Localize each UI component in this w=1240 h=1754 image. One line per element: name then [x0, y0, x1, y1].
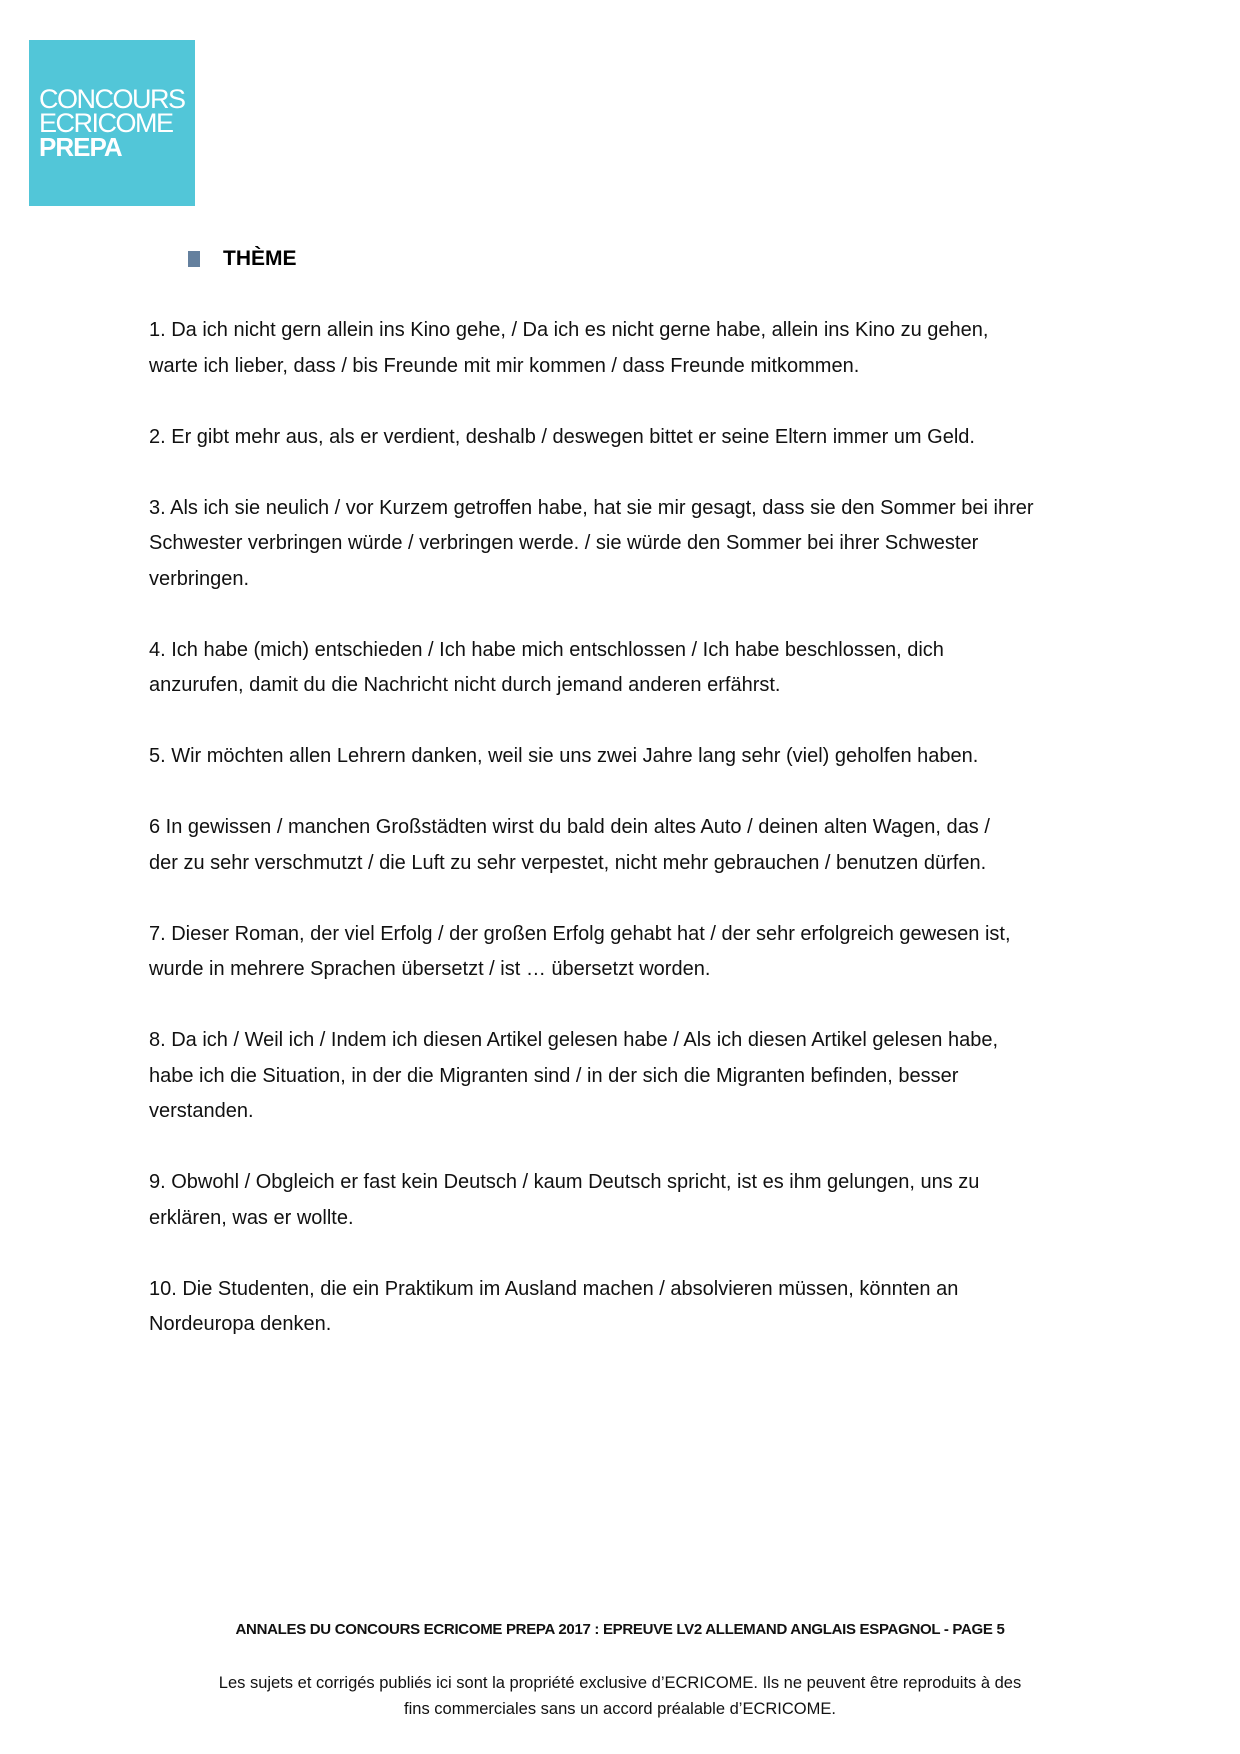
answer-paragraph	[149, 491, 1169, 598]
ecricome-logo	[29, 40, 195, 206]
answer-line: Schwester verbringen würde / verbringen werde. / sie würde den Sommer bei ihrer Schwester	[149, 532, 979, 554]
footer-title: ANNALES DU CONCOURS ECRICOME PREPA 2017 : EPREUVE LV2 ALLEMAND ANGLAIS ESPAGNOL - PAGE 5	[235, 1621, 1005, 1638]
answer-paragraph	[149, 917, 1169, 988]
answer-line: habe ich die Situation, in der die Migranten sind / in der sich die Migranten befinden, besser	[149, 1064, 959, 1087]
answer-line: 6 In gewissen / manchen Großstädten wirst du bald dein altes Auto / deinen alten Wagen, das /	[149, 816, 990, 838]
answer-line: warte ich lieber, dass / bis Freunde mit mir kommen / dass Freunde mitkommen.	[149, 354, 860, 377]
answer-line: der zu sehr verschmutzt / die Luft zu sehr verpestet, nicht mehr gebrauchen / benutzen dürfen.	[149, 851, 987, 874]
logo-line-concours: CONCOURS	[39, 84, 185, 114]
answer-paragraph	[149, 1272, 1169, 1343]
section-title: THÈME	[223, 247, 297, 270]
answer-line: 1. Da ich nicht gern allein ins Kino gehe, / Da ich es nicht gerne habe, allein ins Kino zu gehen,	[149, 319, 989, 341]
answer-line: 5. Wir möchten allen Lehrern danken, weil sie uns zwei Jahre lang sehr (viel) geholfen haben.	[149, 745, 979, 767]
answer-paragraph	[149, 1023, 1169, 1130]
footer-copyright-note	[0, 1670, 1240, 1722]
answer-line: 10. Die Studenten, die ein Praktikum im Ausland machen / absolvieren müssen, könnten an	[149, 1277, 959, 1300]
answer-line: verstanden.	[149, 1100, 254, 1122]
answer-line: 9. Obwohl / Obgleich er fast kein Deutsch / kaum Deutsch spricht, ist es ihm gelungen, uns zu	[149, 1171, 980, 1193]
square-bullet-icon	[188, 251, 200, 267]
logo-line-prepa: PREPA	[39, 132, 122, 162]
answer-paragraph	[149, 1165, 1169, 1236]
answer-paragraph	[149, 633, 1169, 704]
answer-line: 8. Da ich / Weil ich / Indem ich diesen Artikel gelesen habe / Als ich diesen Artikel gelesen habe,	[149, 1029, 999, 1051]
answer-line: 7. Dieser Roman, der viel Erfolg / der großen Erfolg gehabt hat / der sehr erfolgreich gewesen ist,	[149, 922, 1011, 945]
answer-line: anzurufen, damit du die Nachricht nicht durch jemand anderen erfährst.	[149, 674, 781, 696]
answer-paragraph	[149, 313, 1169, 384]
footer-note-line: Les sujets et corrigés publiés ici sont la propriété exclusive d’ECRICOME. Ils ne peuvent être reproduits à des	[218, 1674, 1022, 1692]
answer-line: verbringen.	[149, 567, 250, 590]
answer-paragraph	[149, 810, 1169, 881]
answer-paragraph	[149, 739, 1169, 775]
answer-line: 3. Als ich sie neulich / vor Kurzem getroffen habe, hat sie mir gesagt, dass sie den Sommer bei ihrer	[149, 496, 1034, 519]
section-heading	[188, 247, 297, 271]
footer-note-line: fins commerciales sans un accord préalable d’ECRICOME.	[404, 1700, 836, 1718]
answer-paragraph	[149, 420, 1169, 456]
answer-line: erklären, was er wollte.	[149, 1206, 354, 1229]
answer-line: 2. Er gibt mehr aus, als er verdient, deshalb / deswegen bittet er seine Eltern immer um Geld.	[149, 425, 975, 448]
answer-line: Nordeuropa denken.	[149, 1313, 332, 1335]
answer-line: wurde in mehrere Sprachen übersetzt / ist … übersetzt worden.	[149, 958, 711, 980]
logo-line-ecricome: ECRICOME	[39, 108, 173, 138]
translation-answers	[149, 313, 1169, 1378]
answer-line: 4. Ich habe (mich) entschieden / Ich habe mich entschlossen / Ich habe beschlossen, dich	[149, 638, 944, 661]
